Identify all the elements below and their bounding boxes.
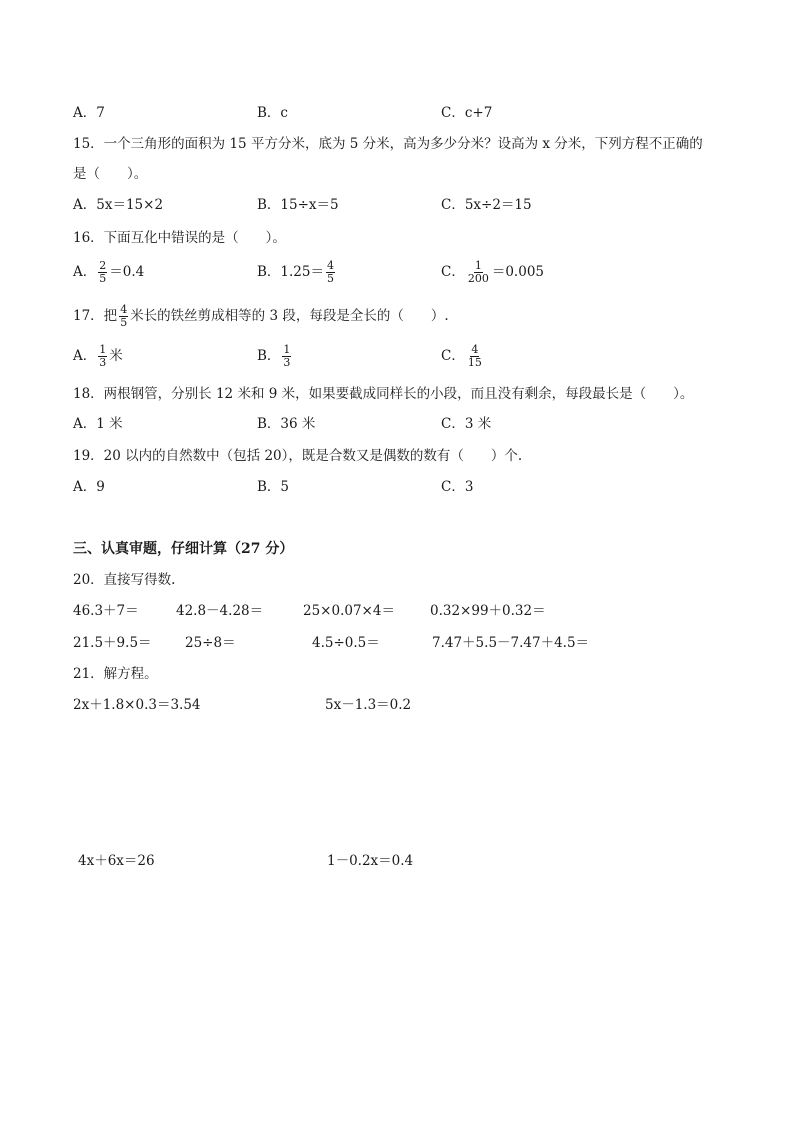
- q20-calc-item: 4.5÷0.5＝: [312, 635, 380, 651]
- q17-c-prefix: C．: [441, 348, 465, 364]
- q17-suffix: 米长的铁丝剪成相等的 3 段，每段是全长的（ ）.: [130, 308, 449, 324]
- q18-option-b: B．36 米: [257, 416, 316, 432]
- q16-c-fraction: [467, 260, 490, 285]
- fraction-denominator: 5: [99, 272, 107, 285]
- q17-c-fraction: [467, 344, 483, 369]
- q14-option-c: C．c+7: [441, 105, 493, 121]
- q16-b-fraction: [326, 260, 335, 285]
- q17-prefix: 17．把: [73, 308, 118, 324]
- q21-question: 21．解方程。: [73, 666, 158, 682]
- q15-question-line2: 是（ ）。: [73, 166, 148, 182]
- fraction-numerator: 4: [120, 303, 128, 316]
- q17-question: [73, 304, 449, 329]
- fraction-numerator: 4: [471, 343, 479, 356]
- fraction-numerator: 1: [283, 343, 291, 356]
- q15-option-c: C．5x÷2＝15: [441, 197, 532, 213]
- q16-option-b: [257, 260, 337, 285]
- q20-calc-item: 21.5＋9.5＝: [73, 635, 152, 651]
- q18-option-c: C．3 米: [441, 416, 492, 432]
- q18-option-a: A．1 米: [73, 416, 123, 432]
- q20-question: 20．直接写得数.: [73, 572, 176, 588]
- fraction-numerator: 1: [99, 343, 107, 356]
- q16-a-fraction: [98, 260, 107, 285]
- q20-calc-item: 25×0.07×4＝: [303, 603, 395, 619]
- q17-option-a: [73, 344, 123, 369]
- fraction-denominator: 3: [99, 356, 107, 369]
- q20-calc-item: 42.8－4.28＝: [176, 603, 264, 619]
- q19-option-a: A．9: [73, 479, 105, 495]
- q20-calc-item: 46.3＋7＝: [73, 603, 139, 619]
- q17-a-fraction: [98, 344, 107, 369]
- fraction-denominator: 15: [467, 356, 482, 369]
- q15-question-line1: 15．一个三角形的面积为 15 平方分米，底为 5 分米，高为多少分米？设高为 x 分米，下列方程不正确的: [73, 136, 703, 152]
- q20-calc-item: 0.32×99＋0.32＝: [430, 603, 546, 619]
- q17-a-suffix: 米: [109, 348, 123, 364]
- q19-option-b: B．5: [257, 479, 290, 495]
- q21-equation: 4x＋6x＝26: [78, 853, 155, 869]
- q17-option-b: [257, 344, 293, 369]
- q19-option-c: C．3: [441, 479, 474, 495]
- q18-question: 18．两根钢管，分别长 12 米和 9 米，如果要截成同样长的小段，而且没有剩余，每段最长是（ ）。: [73, 386, 694, 402]
- q17-b-fraction: [282, 344, 291, 369]
- q15-option-a: A．5x＝15×2: [73, 197, 164, 213]
- q20-calc-item: 25÷8＝: [185, 635, 236, 651]
- fraction-numerator: 4: [326, 259, 334, 272]
- q14-option-a: A．7: [73, 105, 105, 121]
- q16-b-prefix: B．1.25＝: [257, 264, 324, 280]
- q21-equation: 1－0.2x＝0.4: [327, 853, 414, 869]
- fraction-denominator: 3: [283, 356, 291, 369]
- fraction-numerator: 2: [99, 259, 107, 272]
- fraction-denominator: 5: [120, 316, 128, 329]
- q16-c-suffix: ＝0.005: [491, 264, 544, 280]
- q21-equation: 2x＋1.8×0.3＝3.54: [73, 697, 201, 713]
- q17-a-prefix: A．: [73, 348, 97, 364]
- q17-option-c: [441, 344, 485, 369]
- q16-option-a: [73, 260, 144, 285]
- q16-option-c: [441, 260, 544, 285]
- fraction-denominator: 200: [467, 272, 489, 285]
- q17-fraction: [119, 304, 128, 329]
- q21-equation: 5x－1.3＝0.2: [325, 697, 412, 713]
- fraction-numerator: 1: [474, 259, 482, 272]
- q16-a-suffix: ＝0.4: [109, 264, 145, 280]
- q20-calc-item: 7.47＋5.5－7.47＋4.5＝: [432, 635, 590, 651]
- q16-c-prefix: C．: [441, 264, 465, 280]
- q19-question: 19．20 以内的自然数中（包括 20），既是合数又是偶数的数有（ ）个.: [73, 448, 523, 464]
- q17-b-prefix: B．: [257, 348, 281, 364]
- q15-option-b: B．15÷x＝5: [257, 197, 339, 213]
- section-heading: 三、认真审题，仔细计算（27 分）: [73, 541, 294, 557]
- q14-option-b: B．c: [257, 105, 288, 121]
- q16-a-prefix: A．: [73, 264, 97, 280]
- q16-question: 16．下面互化中错误的是（ ）。: [73, 230, 286, 246]
- fraction-denominator: 5: [326, 272, 334, 285]
